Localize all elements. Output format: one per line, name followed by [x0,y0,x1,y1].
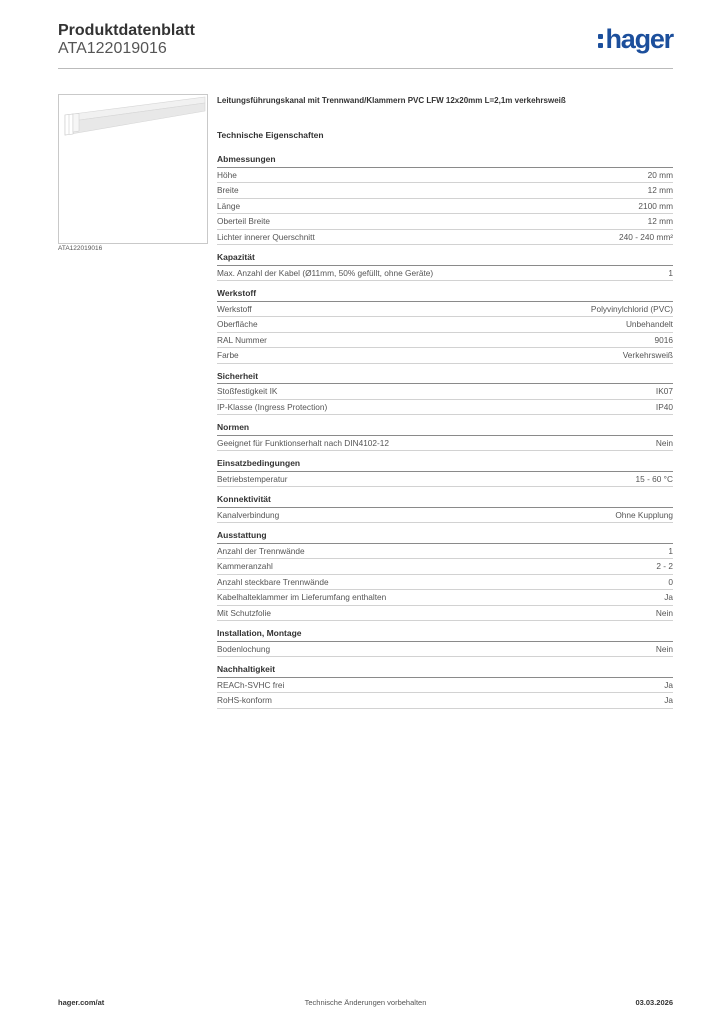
spec-label: Mit Schutzfolie [217,607,271,618]
spec-row [217,508,673,524]
product-image [58,94,208,244]
spec-row [217,230,673,246]
spec-row [217,642,673,658]
spec-row [217,333,673,349]
spec-value: Ohne Kupplung [615,509,673,520]
spec-value: Ja [664,695,673,705]
spec-group [217,493,673,523]
spec-label: Anzahl der Trennwände [217,545,305,556]
footer-date: 03.03.2026 [635,998,673,1007]
spec-label: Kammeranzahl [217,561,273,571]
spec-label: Oberfläche [217,319,258,329]
spec-value: 9016 [654,334,673,345]
spec-value: Nein [655,437,673,448]
spec-label: Werkstoff [217,303,252,314]
spec-row [217,559,673,575]
spec-value: 240 - 240 mm² [619,231,673,242]
image-caption: ATA122019016 [58,245,103,252]
logo-wordmark: hager [605,24,673,54]
spec-group [217,251,673,281]
spec-label: Betriebstemperatur [217,473,288,484]
spec-label: Geeignet für Funktionserhalt nach DIN4102-12 [217,437,390,448]
spec-group [217,663,673,709]
section-title: Technische Eigenschaften [217,130,324,140]
spec-row [217,168,673,184]
spec-label: Kabelhalteklammer im Lieferumfang enthalten [217,592,387,602]
spec-value: Unbehandelt [625,319,673,329]
spec-row [217,575,673,591]
spec-group-title: Sicherheit [217,370,673,385]
spec-label: Stoßfestigkeit IK [217,386,278,396]
footer-note: Technische Änderungen vorbehalten [304,998,427,1007]
cable-duct-image [59,95,207,243]
hager-logo [598,26,673,52]
spec-label: Max. Anzahl der Kabel (Ø11mm, 50% gefüllt, ohne Geräte) [217,267,434,278]
spec-row [217,544,673,560]
spec-row [217,606,673,622]
spec-group [217,421,673,451]
spec-label: Bodenlochung [217,643,271,654]
spec-value: Nein [655,643,673,654]
spec-group-title: Nachhaltigkeit [217,663,673,678]
page-title: Produktdatenblatt [58,22,195,39]
product-description: Leitungsführungskanal mit Trennwand/Klammern PVC LFW 12x20mm L=2,1m verkehrsweiß [217,96,566,105]
spec-group-title: Konnektivität [217,493,673,508]
spec-row [217,590,673,606]
spec-group-title: Kapazität [217,251,673,266]
spec-group [217,287,673,364]
spec-row [217,302,673,318]
spec-value: 1 [668,267,673,278]
spec-value: 12 mm [647,185,673,195]
spec-row [217,317,673,333]
spec-label: Farbe [217,350,239,360]
spec-label: Breite [217,185,239,195]
page-header [58,20,673,68]
spec-value: 12 mm [647,216,673,226]
spec-value: Ja [664,592,673,602]
spec-value: 15 - 60 °C [635,473,673,484]
spec-label: Anzahl steckbare Trennwände [217,576,329,587]
spec-group-title: Normen [217,421,673,436]
spec-group [217,457,673,487]
spec-label: Oberteil Breite [217,216,271,226]
logo-colon-icon [598,34,603,48]
spec-value: 20 mm [647,169,673,180]
spec-group [217,529,673,621]
spec-row [217,214,673,230]
spec-row [217,400,673,416]
spec-group-title: Installation, Montage [217,627,673,642]
page-footer [58,998,673,1012]
spec-label: REACh-SVHC frei [217,679,285,690]
footer-website[interactable]: hager.com/at [58,998,105,1007]
spec-value: 1 [668,545,673,556]
spec-groups [217,153,673,709]
spec-row [217,199,673,215]
spec-content [217,95,673,709]
spec-label: RAL Nummer [217,334,267,345]
spec-group [217,153,673,245]
spec-group-title: Einsatzbedingungen [217,457,673,472]
spec-value: Polyvinylchlorid (PVC) [590,303,673,314]
spec-label: Höhe [217,169,237,180]
spec-value: 2 - 2 [656,561,673,571]
spec-row [217,472,673,488]
spec-row [217,678,673,694]
spec-group-title: Ausstattung [217,529,673,544]
spec-value: IK07 [655,386,673,396]
header-divider [58,68,673,69]
spec-label: IP-Klasse (Ingress Protection) [217,401,328,412]
spec-row [217,693,673,709]
spec-value: Verkehrsweiß [622,350,673,360]
spec-row [217,348,673,364]
spec-value: 0 [668,576,673,587]
spec-row [217,183,673,199]
spec-row [217,266,673,282]
spec-label: Länge [217,200,241,211]
spec-value: Ja [664,679,673,690]
spec-label: RoHS-konform [217,695,272,705]
article-number: ATA122019016 [58,40,167,57]
spec-group-title: Abmessungen [217,153,673,168]
spec-label: Lichter innerer Querschnitt [217,231,315,242]
spec-label: Kanalverbindung [217,509,280,520]
spec-group-title: Werkstoff [217,287,673,302]
spec-row [217,384,673,400]
spec-group [217,627,673,657]
spec-value: IP40 [655,401,673,412]
spec-row [217,436,673,452]
spec-group [217,370,673,416]
spec-value: Nein [655,607,673,618]
spec-value: 2100 mm [638,200,673,211]
